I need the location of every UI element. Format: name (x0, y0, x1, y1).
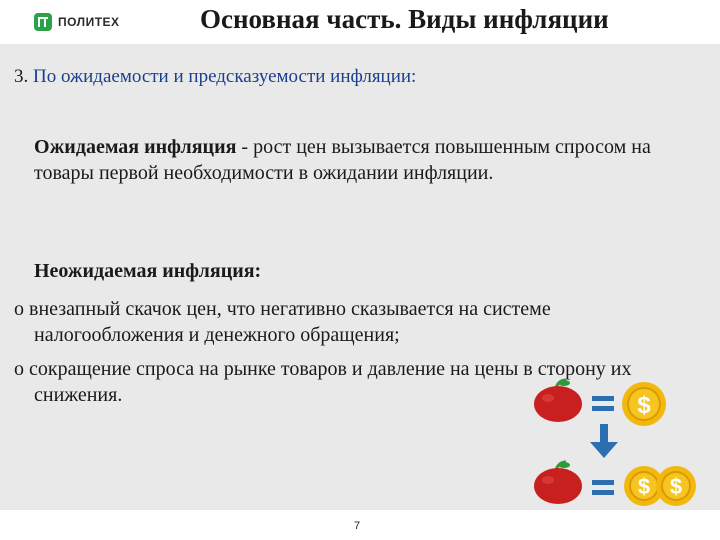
bullet-expected-inflation (14, 134, 674, 186)
subtitle-number: 3. (14, 66, 29, 87)
dollar-coin-icon (622, 382, 666, 426)
sub-item-mark: o (14, 298, 24, 320)
subtitle-text: По ожидаемости и предсказуемости инфляции: (28, 66, 417, 87)
sub-item-text: сокращение спроса на рынке товаров и давление на цены в сторону их снижения. (24, 358, 632, 406)
apple-icon (534, 462, 582, 504)
svg-text:$: $ (669, 474, 683, 499)
sub-item-mark: o (14, 358, 24, 380)
bullet-unexpected-inflation (14, 258, 674, 284)
page-number: 7 (354, 520, 361, 532)
slide-footer (0, 510, 720, 540)
logo-text: ПОЛИТЕХ (58, 15, 120, 29)
slide-header (0, 0, 720, 44)
apple-icon (534, 380, 582, 422)
logo (34, 10, 120, 34)
bullet-mark (14, 134, 34, 160)
equals-icon (592, 396, 614, 411)
politech-logo-icon (34, 13, 52, 31)
bullet-term: Неожидаемая инфляция: (34, 260, 262, 282)
section-subtitle (14, 66, 416, 88)
down-arrow-icon (590, 424, 618, 458)
equals-icon (592, 480, 614, 495)
bullet-text: - рост цен вызывается повышенным спросом на товары первой необходимости в ожидании инфляции. (34, 136, 651, 184)
slide-title: Основная часть. Виды инфляции (200, 4, 609, 34)
svg-text:$: $ (637, 392, 651, 419)
sub-item-text: внезапный скачок цен, что негативно сказывается на системе налогообложения и денежного обращения; (24, 298, 551, 346)
bullet-mark (14, 258, 34, 284)
apple-equals-coins-illustration (528, 378, 708, 508)
bullet-term: Ожидаемая инфляция (34, 136, 237, 158)
svg-text:$: $ (637, 474, 651, 499)
dollar-coin-icon (656, 466, 696, 506)
sub-item-price-jump (14, 296, 674, 348)
